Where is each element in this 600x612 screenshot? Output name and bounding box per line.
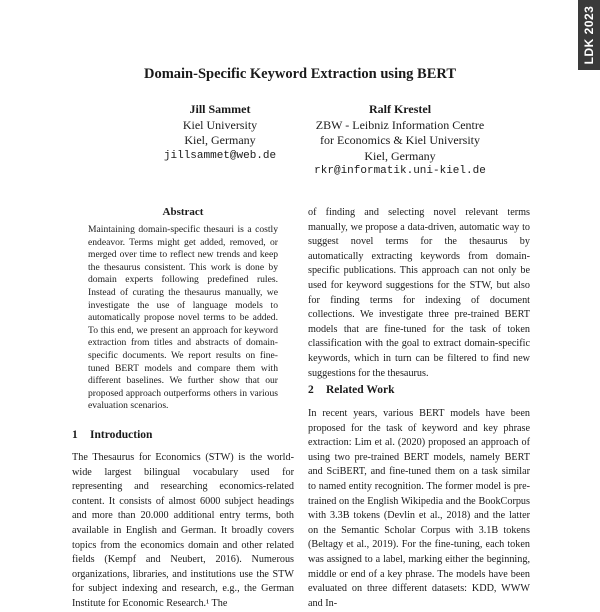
author-affiliation: ZBW - Leibniz Information Centre: [315, 117, 485, 132]
author-affiliation: for Economics & Kiel University: [320, 133, 480, 147]
section-title: Introduction: [90, 429, 153, 441]
conference-badge-label: LDK 2023: [582, 5, 596, 65]
conference-badge: [578, 0, 600, 70]
related-work-text: In recent years, various BERT models have been proposed for the task of keyword and key phrase extraction: Lim et al. (2020) proposed an approach of using two pre-trained BERT models, namely BERT and SciBERT, and fine-tuned them on a task similar to named entity recognition. The former model is pre-trained on the English Wikipedia and the BookCorpus with 3.3B tokens (Devlin et al., 2018) and the latter on the Semantic Scholar Corpus with 3.1B tokens (Beltagy et al., 2019). For the fine-tuning, each token was assigned to a label, marking either the beginning, middle or end of a key phrase. The models have been evaluated on three different datasets: KDD, WWW and In-: [308, 408, 530, 609]
section-number: 1: [72, 429, 78, 441]
abstract-text: Maintaining domain-specific thesauri is a costly endeavor. Terms might get added, removed, or merged over time to reflect new trends and keep the thesaurus consistent. This work is done by domain experts following predefined rules. Instead of curating the thesaurus manually, we investigate the use of language models to automatically propose novel terms to be added. To this end, we present an approach for keyword extraction from titles and abstracts of domain-specific documents. We report results on fine-tuned BERT models and compare them with different baselines. We further show that our proposed approach outperforms others in various evaluation scenarios.: [88, 224, 278, 412]
section-title: Related Work: [326, 384, 395, 396]
author-name: Ralf Krestel: [368, 102, 432, 116]
section-heading-related-work: [308, 384, 394, 396]
author-name: Jill Sammet: [189, 102, 251, 116]
author-affiliation: Kiel, Germany: [364, 148, 436, 163]
author-affiliation: Kiel, Germany: [184, 133, 256, 147]
introduction-continuation-text: of finding and selecting novel relevant terms manually, we propose a data-driven, automatic way to suggest novel terms for the thesaurus by automatically extracting keywords from domain-specific publications. This approach can not only be used for keyword suggestions for the STW, but also for finding terms for indexing of document collections. We investigate three pre-trained BERT models that are fine-tuned for the task of token classification with the goal to extract domain-specific keywords, which in turn can be filtered to find new suggestions for the thesaurus.: [308, 207, 530, 379]
abstract-heading: Abstract: [162, 206, 204, 218]
author-email: rkr@informatik.uni-kiel.de: [314, 165, 486, 177]
introduction-text: The Thesaurus for Economics (STW) is the world-wide largest bilingual vocabulary used for representing and researching economics-related content. It consists of almost 6000 subject headings and more than 20.000 additional entry terms, both available in English and German. It broadly covers topics from the economics domain and other related fields (Kempf and Neubert, 2016). Numerous organizations, libraries, and institutions use the STW for subject indexing and research, e.g., the German Institute for Economic Research.¹ The: [72, 452, 294, 609]
section-number: 2: [308, 384, 314, 396]
author-block-2: [290, 102, 510, 180]
section-heading-introduction: [72, 429, 152, 441]
paper-title: Domain-Specific Keyword Extraction using BERT: [143, 66, 457, 82]
author-email: jillsammet@web.de: [163, 149, 277, 162]
author-affiliation: Kiel University: [182, 117, 258, 132]
